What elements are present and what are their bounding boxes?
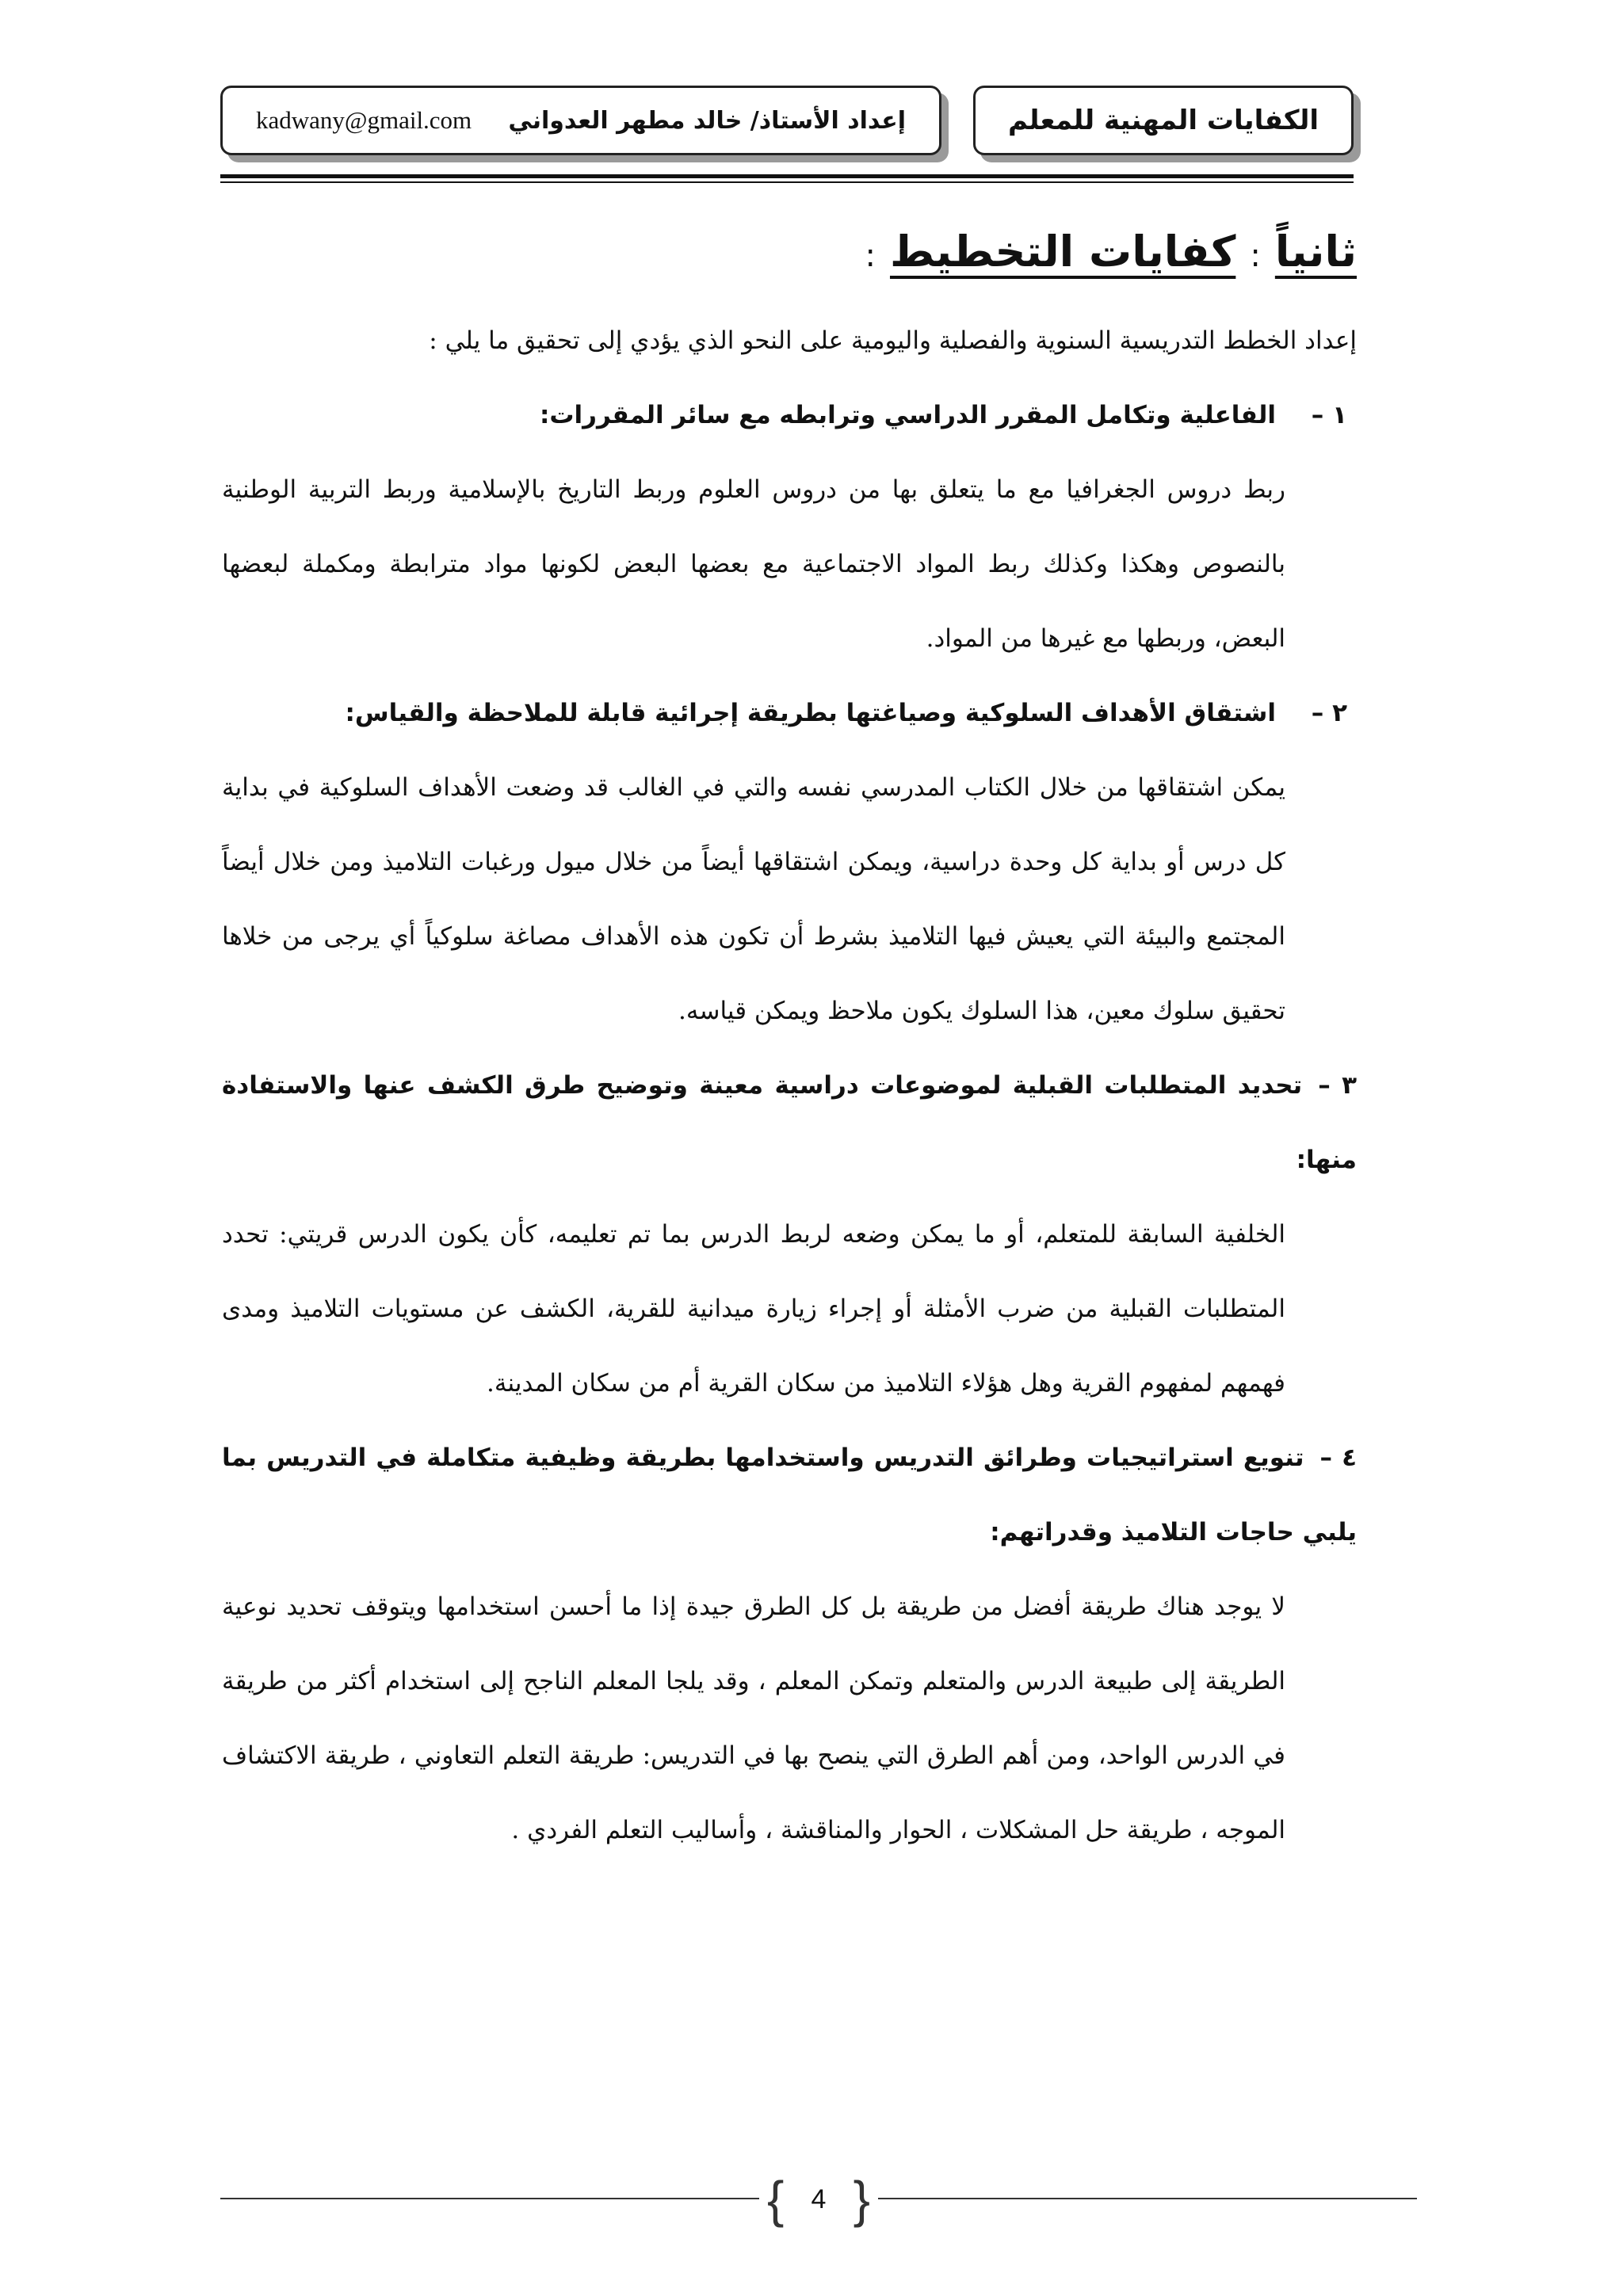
footer-rule-left <box>220 2198 759 2199</box>
item-number: ٢ – <box>1311 699 1347 727</box>
left-brace-icon: { <box>767 2171 785 2228</box>
section-separator: : <box>1250 238 1261 274</box>
footer-rule-right <box>878 2198 1417 2199</box>
page-number: 4 <box>811 2183 827 2214</box>
header-book-title: الكفايات المهنية للمعلم <box>1007 105 1319 136</box>
header-title-box <box>973 86 1354 155</box>
header-rule-thin <box>220 181 1354 183</box>
section-title-text: كفايات التخطيط <box>889 227 1236 277</box>
list-item <box>222 676 1357 1048</box>
list-item <box>222 1421 1357 1867</box>
item-body: يمكن اشتقاقها من خلال الكتاب المدرسي نفسه والتي في الغالب قد وضعت الأهداف السلوكية في بداية كل درس أو بداية كل وحدة دراسية، ويمكن اشتقاقها أيضاً من خلال ميول ورغبات التلاميذ ومن خلال أيضاً المجتمع والبيئة التي يعيش فيها التلاميذ بشرط أن تكون هذه الأهداف مصاغة سلوكياً أي يرجى من خلاها تحقيق سلوك معين، هذا السلوك يكون ملاحظ ويمكن قياسه. <box>222 773 1285 1025</box>
intro-text: إعداد الخطط التدريسية السنوية والفصلية واليومية على النحو الذي يؤدي إلى تحقيق ما يلي : <box>429 326 1357 355</box>
item-heading: تحديد المتطلبات القبلية لموضوعات دراسية معينة وتوضيح طرق الكشف عنها والاستفادة منها: <box>222 1071 1357 1174</box>
list-item <box>222 1048 1357 1421</box>
right-brace-icon: } <box>853 2171 870 2228</box>
page-number-box <box>767 2171 870 2228</box>
item-number: ٣ – <box>1318 1071 1357 1100</box>
item-heading: الفاعلية وتكامل المقرر الدراسي وترابطه مع سائر المقررات: <box>539 401 1276 429</box>
item-heading: تنويع استراتيجيات وطرائق التدريس واستخدامها بطريقة وظيفية متكاملة في التدريس بما يلبي حاجات التلاميذ وقدراتهم: <box>222 1444 1357 1547</box>
item-heading-row <box>222 1048 1357 1197</box>
header-email: kadwany@gmail.com <box>256 106 472 134</box>
header-author: إعداد الأستاذ/ خالد مطهر العدواني <box>508 106 906 135</box>
item-heading-row <box>222 378 1357 452</box>
item-number: ٤ – <box>1319 1444 1357 1472</box>
list-item <box>222 378 1357 676</box>
section-prefix: ثانياً <box>1274 227 1357 277</box>
page-content <box>222 214 1357 1867</box>
item-heading-row <box>222 1421 1357 1569</box>
item-heading: اشتقاق الأهداف السلوكية وصياغتها بطريقة إجرائية قابلة للملاحظة والقياس: <box>345 699 1276 727</box>
item-body: لا يوجد هناك طريقة أفضل من طريقة بل كل الطرق جيدة إذا ما أحسن استخدامها ويتوقف تحديد نوعية الطريقة إلى طبيعة الدرس والمتعلم وتمكن المعلم ، وقد يلجا المعلم الناجح إلى استخدام أكثر من طريقة في الدرس الواحد، ومن أهم الطرق التي ينصح بها في التدريس: طريقة التعلم التعاوني ، طريقة الاكتشاف الموجه ، طريقة حل المشكلات ، الحوار والمناقشة ، وأساليب التعلم الفردي . <box>222 1592 1285 1844</box>
section-suffix: : <box>865 238 876 274</box>
header-author-box <box>220 86 941 155</box>
header-rule-thick <box>220 174 1354 178</box>
item-heading-row <box>222 676 1357 750</box>
section-title <box>222 220 1357 288</box>
item-number: ١ – <box>1311 401 1347 429</box>
item-body: الخلفية السابقة للمتعلم، أو ما يمكن وضعه لربط الدرس بما تم تعليمه، كأن يكون الدرس قريتي: تحدد المتطلبات القبلية من ضرب الأمثلة أو إجراء زيارة ميدانية للقرية، الكشف عن مستويات التلاميذ ومدى فهمهم لمفهوم القرية وهل هؤلاء التلاميذ من سكان القرية أم من سكان المدينة. <box>222 1220 1285 1398</box>
item-body: ربط دروس الجغرافيا مع ما يتعلق بها من دروس العلوم وربط التاريخ بالإسلامية وربط التربية الوطنية بالنصوص وهكذا وكذلك ربط المواد الاجتماعية مع بعضها البعض لكونها مواد مترابطة ومكملة لبعضها البعض، وربطها مع غيرها من المواد. <box>222 475 1285 653</box>
